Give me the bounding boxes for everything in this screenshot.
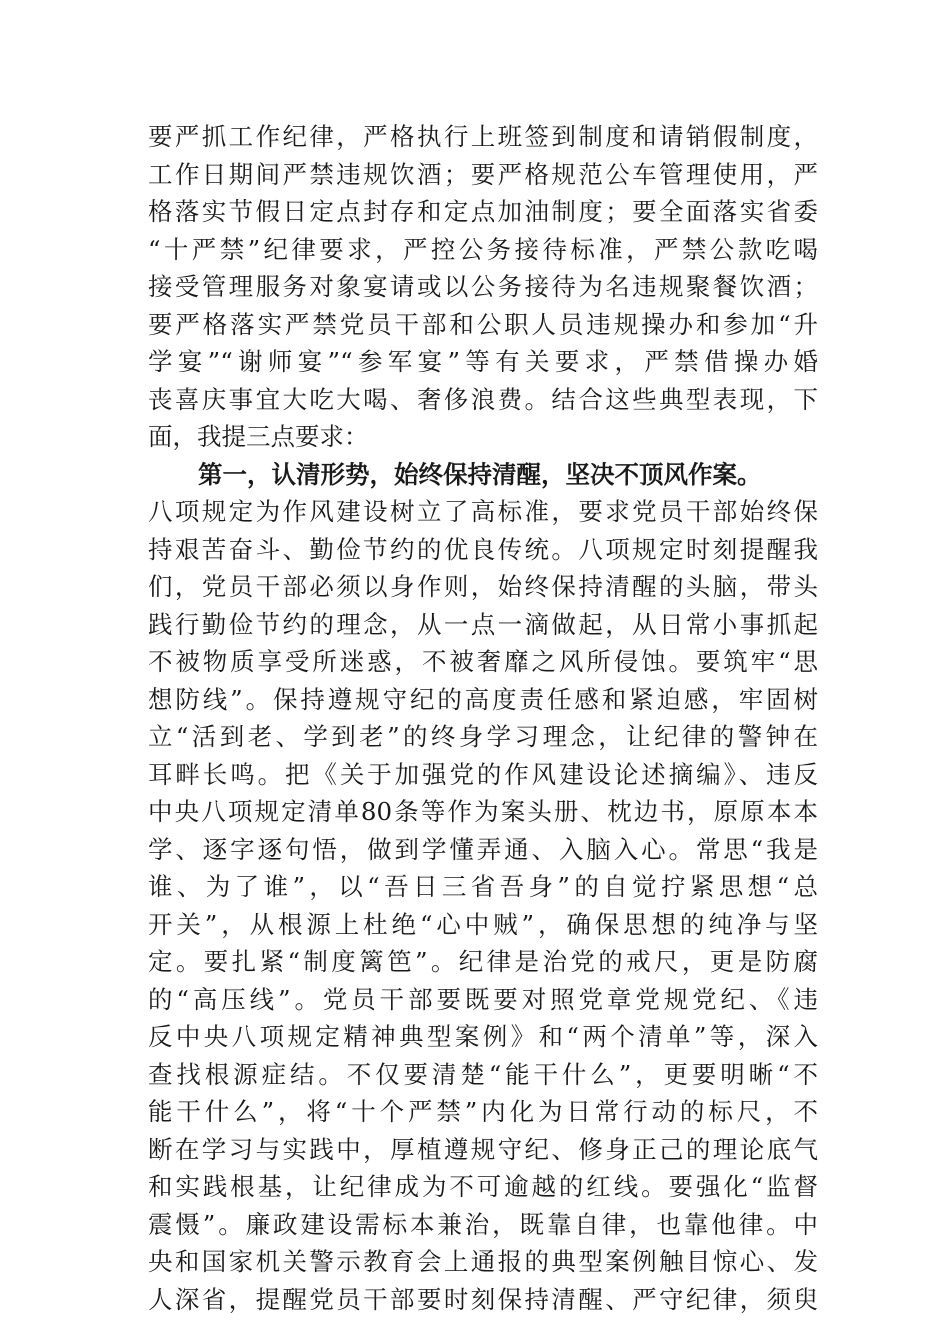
text-line: 定。要扎紧“制度篱笆”。纪律是治党的戒尺，更是防腐	[148, 947, 818, 976]
text-line: 们，党员干部必须以身作则，始终保持清醒的头脑，带头	[148, 572, 818, 601]
text-line: 学宴”“谢师宴”“参军宴”等有关要求，严禁借操办婚	[148, 347, 818, 376]
text-line: 断在学习与实践中，厚植遵规守纪、修身正己的理论底气	[148, 1134, 818, 1164]
text-line: 面，我提三点要求：	[148, 422, 369, 451]
text-line: 格落实节假日定点封存和定点加油制度；要全面落实省委	[148, 197, 818, 226]
text-line: 工作日期间严禁违规饮酒；要严格规范公车管理使用，严	[148, 159, 818, 189]
text-line: 和实践根基，让纪律成为不可逾越的红线。要强化“监督	[148, 1172, 818, 1201]
text-line: 立“活到老、学到老”的终身学习理念，让纪律的警钟在	[148, 722, 818, 751]
text-line: 查找根源症结。不仅要清楚“能干什么”，更要明晰“不	[148, 1059, 818, 1089]
text-line: 的“高压线”。党员干部要既要对照党章党规党纪、《违	[148, 984, 818, 1014]
text-line: 持艰苦奋斗、勤俭节约的优良传统。八项规定时刻提醒我	[148, 534, 818, 564]
text-line: 丧喜庆事宜大吃大喝、奢侈浪费。结合这些典型表现，下	[148, 384, 818, 414]
text-line: 开关”，从根源上杜绝“心中贼”，确保思想的纯净与坚	[148, 909, 818, 939]
text-line: 想防线”。保持遵规守纪的高度责任感和紧迫感，牢固树	[148, 684, 818, 714]
text-line: 震慑”。廉政建设需标本兼治，既靠自律，也靠他律。中	[148, 1209, 818, 1239]
body-text	[148, 118, 818, 1318]
text-line: 不被物质享受所迷惑，不被奢靡之风所侵蚀。要筑牢“思	[148, 647, 818, 676]
text-line: 人深省，提醒党员干部要时刻保持清醒、严守纪律，须臾	[148, 1284, 818, 1314]
text-line: 谁、为了谁”，以“吾日三省吾身”的自觉拧紧思想“总	[148, 872, 818, 901]
text-line: 反中央八项规定精神典型案例》和“两个清单”等，深入	[148, 1022, 818, 1051]
text-line: 八项规定为作风建设树立了高标准，要求党员干部始终保	[148, 497, 818, 526]
text-line: 耳畔长鸣。把《关于加强党的作风建设论述摘编》、违反	[148, 759, 818, 789]
text-line: 践行勤俭节约的理念，从一点一滴做起，从日常小事抓起	[148, 609, 818, 639]
text-line: 要严抓工作纪律，严格执行上班签到制度和请销假制度，	[148, 122, 818, 151]
text-line: 中央八项规定清单80条等作为案头册、枕边书，原原本本	[148, 797, 818, 826]
text-line: “十严禁”纪律要求，严控公务接待标准，严禁公款吃喝	[148, 234, 818, 264]
text-line: 要严格落实严禁党员干部和公职人员违规操办和参加“升	[148, 309, 818, 339]
text-line: 央和国家机关警示教育会上通报的典型案例触目惊心、发	[148, 1247, 818, 1276]
text-line: 能干什么”，将“十个严禁”内化为日常行动的标尺，不	[148, 1097, 818, 1126]
text-line: 学、逐字逐句悟，做到学懂弄通、入脑入心。常思“我是	[148, 834, 818, 864]
section-heading: 第一，认清形势，始终保持清醒，坚决不顶风作案。	[198, 459, 762, 489]
text-line: 接受管理服务对象宴请或以公务接待为名违规聚餐饮酒；	[148, 272, 818, 301]
